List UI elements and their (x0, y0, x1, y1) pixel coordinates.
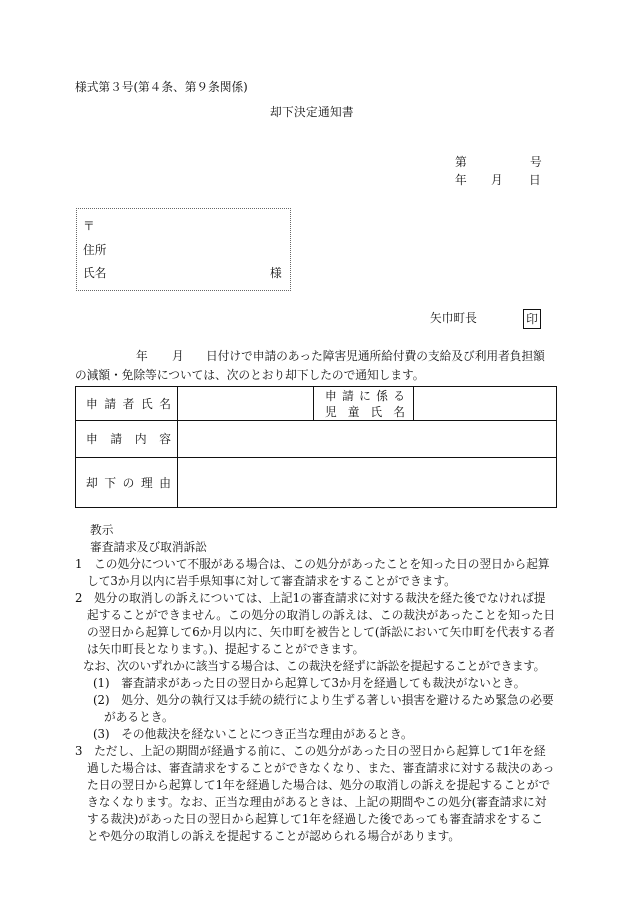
postal-mark: 〒 (83, 219, 95, 233)
form-reference: 様式第３号(第４条、第９条関係) (75, 80, 248, 94)
applicant-name-label: 申請者氏名 (86, 396, 171, 411)
notice-item-2-exception-line: なお、次のいずれかに該当する場合は、この裁決を経ずに訴訟を提起することができます。 (83, 659, 545, 673)
notice-item-1-line: 1 この処分について不服がある場合は、この処分があったことを知った日の翌日から起算 (75, 557, 550, 571)
address-label: 住所 (83, 243, 107, 257)
intro-line-1: 日付けで申請のあった障害児通所給付費の支給及び利用者負担額 (206, 349, 545, 363)
document-number-suffix: 号 (530, 155, 542, 169)
notice-item-2-line: 起することができません。この処分の取消しの訴えは、この裁決があったことを知った日 (87, 608, 556, 622)
child-name-value-cell (414, 387, 557, 421)
notice-item-2-line: 2 処分の取消しの訴えについては、上記1の審査請求に対する裁決を経た後でなければ提 (75, 591, 546, 605)
notice-subheading: 審査請求及び取消訴訟 (90, 540, 207, 554)
notice-item-1-line: して3か月以内に岩手県知事に対して審査請求をすることができます。 (87, 574, 456, 588)
notice-subitem-2-line: があるとき。 (104, 710, 174, 724)
seal-mark: 印 (523, 309, 541, 329)
honorific-sama: 様 (270, 266, 282, 280)
notice-item-2-line: は矢巾町長となります。)、提起することができます。 (87, 642, 365, 656)
reason-label-cell (76, 458, 178, 508)
notice-heading: 教示 (90, 523, 114, 537)
reason-label: 却下の理由 (86, 475, 171, 490)
child-name-label-cell (314, 387, 414, 421)
content-value-cell (178, 421, 557, 458)
child-name-label-line-1: 申請に係る (325, 388, 405, 403)
document-number-prefix: 第 (455, 155, 467, 169)
recipient-name-label: 氏名 (83, 266, 107, 280)
content-label-cell (76, 421, 178, 458)
date-month-label: 月 (491, 173, 503, 187)
table-row (76, 421, 557, 458)
notice-item-3-line: きなくなります。なお、正当な理由があるときは、上記の期間やこの処分(審査請求に対 (87, 795, 547, 809)
notice-item-3-line: 3 ただし、上記の期間が経過する前に、この処分があった日の翌日から起算して1年を経 (75, 744, 546, 758)
child-name-label-line-2: 児童氏名 (325, 404, 405, 419)
notice-subitem-3-line: (3) その他裁決を経ないことにつき正当な理由があるとき。 (93, 727, 413, 741)
date-day-label: 日 (529, 173, 541, 187)
notice-item-3-line: た日の翌日から起算して1年を経過した場合は、処分の取消しの訴えを提起することがで (87, 778, 551, 792)
intro-month-label: 月 (172, 349, 184, 363)
notice-subitem-2-line: (2) 処分、処分の執行又は手続の続行により生ずる著しい損害を避けるため緊急の必要 (93, 693, 554, 707)
reason-value-cell (178, 458, 557, 508)
table-row (76, 458, 557, 508)
recipient-box (76, 208, 291, 291)
notice-item-3-line: とや処分の取消しの訴えを提起することが認められる場合があります。 (87, 829, 461, 843)
intro-year-label: 年 (136, 349, 148, 363)
notice-item-2-line: の翌日から起算して6か月以内に、矢巾町を被告として(訴訟において矢巾町を代表する者 (87, 625, 555, 639)
notice-subitem-1-line: (1) 審査請求があった日の翌日から起算して3か月を経過しても裁決がないとき。 (93, 676, 526, 690)
intro-line-2: の減額・免除等については、次のとおり却下したので通知します。 (75, 368, 425, 382)
table-row (76, 387, 557, 421)
content-label: 申請内容 (86, 432, 171, 446)
applicant-name-value-cell (178, 387, 314, 421)
issuer-title: 矢巾町長 (430, 311, 477, 325)
notice-item-3-line: する裁決)があった日の翌日から起算して1年を経過した後であっても審査請求をするこ (87, 812, 543, 826)
notice-item-3-line: 過した場合は、審査請求をすることができなくなり、また、審査請求に対する裁決のあっ (87, 761, 555, 775)
applicant-name-label-cell (76, 387, 178, 421)
application-table (75, 386, 557, 508)
date-year-label: 年 (455, 173, 467, 187)
document-title: 却下決定通知書 (270, 105, 354, 119)
